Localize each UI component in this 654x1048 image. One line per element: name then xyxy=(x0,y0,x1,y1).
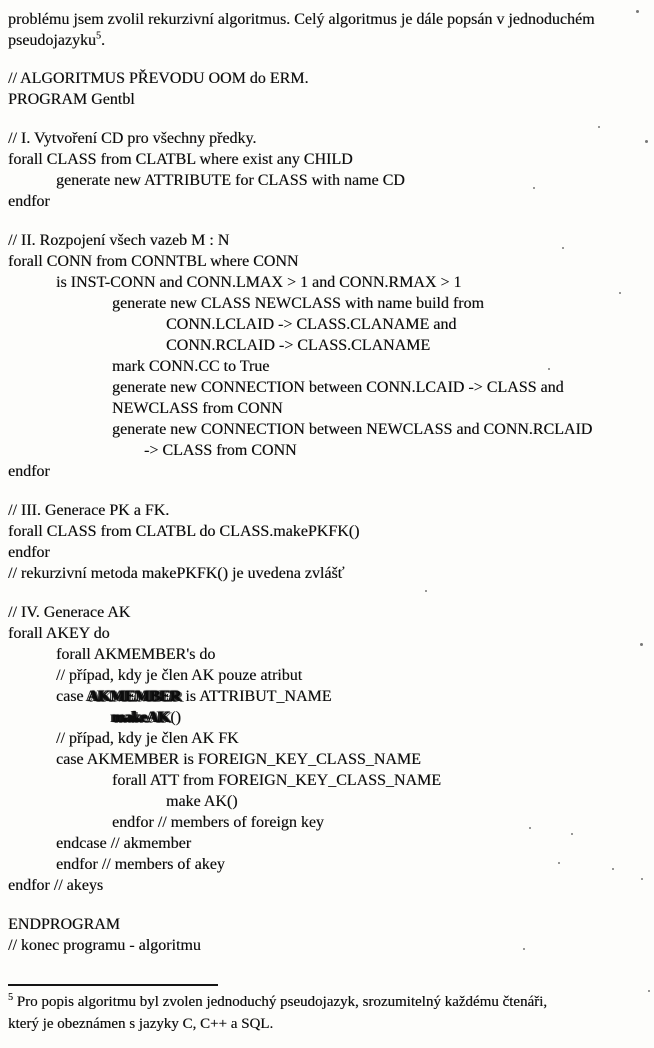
pseudocode-line: forall CLASS from CLATBL do CLASS.makePKFK() xyxy=(8,523,360,540)
pseudocode-line: // I. Vytvoření CD pro všechny předky. xyxy=(8,130,257,147)
pseudocode-line: // případ, kdy je člen AK FK xyxy=(56,730,239,747)
scan-noise-dot xyxy=(636,10,639,13)
scan-noise-dot xyxy=(529,827,531,829)
pseudocode-line-smudged xyxy=(112,707,654,728)
scan-noise-dot xyxy=(641,878,643,880)
intro-line-2: pseudojazyku xyxy=(8,32,96,49)
scan-noise-dot xyxy=(523,948,525,950)
pseudocode-text: case xyxy=(56,688,88,705)
scan-noise-dot xyxy=(598,126,600,128)
pseudocode-line: endfor // members of foreign key xyxy=(112,814,324,831)
intro-paragraph xyxy=(0,0,654,51)
pseudocode-block xyxy=(0,68,654,956)
pseudocode-line: PROGRAM Gentbl xyxy=(8,91,135,108)
pseudocode-line: case AKMEMBER is FOREIGN_KEY_CLASS_NAME xyxy=(56,751,421,768)
scan-noise-dot xyxy=(548,368,550,370)
footnote-text: Pro popis algoritmu byl zvolen jednoduchý pseudojazyk, srozumitelný každému čtenáři, xyxy=(13,994,548,1010)
scan-noise-dot xyxy=(648,990,650,992)
scan-noise-dot xyxy=(558,862,560,864)
pseudocode-line: is INST-CONN and CONN.LMAX > 1 and CONN.RMAX > 1 xyxy=(56,274,462,291)
pseudocode-line: // případ, kdy je člen AK pouze atribut xyxy=(56,667,303,684)
pseudocode-line: // konec programu - algoritmu xyxy=(8,937,201,954)
overprinted-text: makeAK xyxy=(112,709,171,726)
scan-noise-dot xyxy=(562,247,564,249)
pseudocode-text: () xyxy=(170,709,181,726)
scan-noise-dot xyxy=(619,292,621,294)
pseudocode-line: forall ATT from FOREIGN_KEY_CLASS_NAME xyxy=(112,772,442,789)
pseudocode-line: // rekurzivní metoda makePKFK() je uvedena zvlášť xyxy=(8,565,345,582)
pseudocode-line: generate new ATTRIBUTE for CLASS with name CD xyxy=(56,172,405,189)
pseudocode-line: endfor xyxy=(8,463,50,480)
pseudocode-line: endfor // akeys xyxy=(8,877,104,894)
pseudocode-line: // IV. Generace AK xyxy=(8,604,131,621)
scan-noise-dot xyxy=(645,140,648,143)
pseudocode-line: forall CLASS from CLATBL where exist any CHILD xyxy=(8,151,353,168)
pseudocode-line-smudged xyxy=(56,686,654,707)
footnote xyxy=(8,984,547,1035)
footnote-text-line-2: který je obeznámen s jazyky C, C++ a SQL. xyxy=(8,1016,274,1032)
pseudocode-line: endfor xyxy=(8,544,50,561)
intro-line-2-period: . xyxy=(100,32,105,49)
pseudocode-line: endfor xyxy=(8,193,50,210)
pseudocode-line: CONN.RCLAID -> CLASS.CLANAME xyxy=(166,337,431,354)
pseudocode-line: forall AKEY do xyxy=(8,625,110,642)
pseudocode-line: generate new CONNECTION between NEWCLASS and CONN.RCLAID xyxy=(112,421,593,438)
scan-noise-dot xyxy=(640,643,643,646)
pseudocode-line: // ALGORITMUS PŘEVODU OOM do ERM. xyxy=(8,70,309,87)
scan-noise-dot xyxy=(533,187,535,189)
pseudocode-line: make AK() xyxy=(166,793,238,810)
pseudocode-line: endcase // akmember xyxy=(56,835,192,852)
scan-noise-dot xyxy=(571,833,573,835)
scan-noise-dot xyxy=(425,590,427,592)
footnote-separator-rule xyxy=(8,984,218,986)
pseudocode-line: endfor // members of akey xyxy=(56,856,225,873)
pseudocode-line: -> CLASS from CONN xyxy=(144,442,297,459)
pseudocode-text: is ATTRIBUT_NAME xyxy=(181,688,332,705)
pseudocode-line: // III. Generace PK a FK. xyxy=(8,502,170,519)
pseudocode-line: ENDPROGRAM xyxy=(8,916,121,933)
pseudocode-line: mark CONN.CC to True xyxy=(112,358,270,375)
footnote-text-line-1 xyxy=(8,991,547,1013)
pseudocode-line: NEWCLASS from CONN xyxy=(112,400,283,417)
pseudocode-line: generate new CONNECTION between CONN.LCAID -> CLASS and xyxy=(112,379,564,396)
footnote-marker: 5 xyxy=(8,992,13,1003)
pseudocode-line: forall AKMEMBER's do xyxy=(56,646,216,663)
footnote-reference: 5 xyxy=(95,30,101,42)
intro-line-1: problému jsem zvolil rekurzivní algoritmus. Celý algoritmus je dále popsán v jednoduchém xyxy=(8,11,595,28)
pseudocode-line: forall CONN from CONNTBL where CONN xyxy=(8,253,299,270)
pseudocode-line: // II. Rozpojení všech vazeb M : N xyxy=(8,232,230,249)
scan-noise-dot xyxy=(612,868,614,870)
pseudocode-line: generate new CLASS NEWCLASS with name build from xyxy=(112,295,484,312)
pseudocode-line: CONN.LCLAID -> CLASS.CLANAME and xyxy=(166,316,457,333)
overprinted-text: AKMEMBER xyxy=(87,688,182,705)
